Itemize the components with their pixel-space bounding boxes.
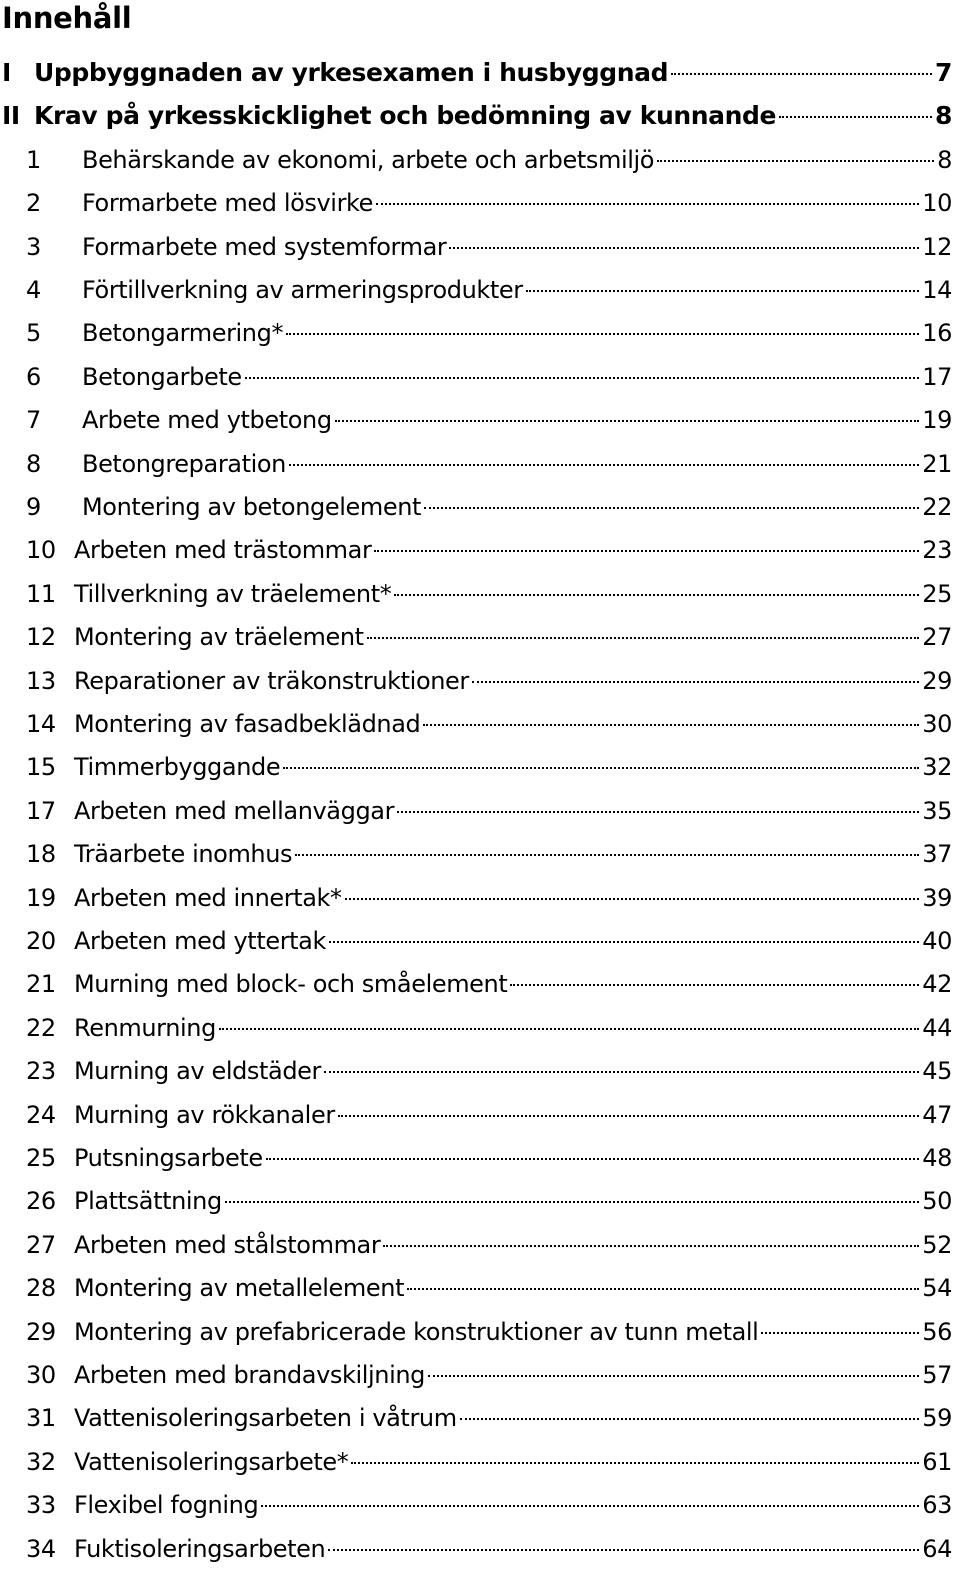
toc-entry[interactable] — [0, 1531, 952, 1567]
toc-entry-title: Uppbyggnaden av yrkesexamen i husbyggnad — [34, 58, 669, 87]
toc-entry-page: 22 — [922, 493, 952, 521]
toc-entry-page: 64 — [922, 1534, 952, 1563]
toc-entry-page: 44 — [922, 1013, 952, 1042]
toc-entry[interactable] — [0, 55, 952, 91]
toc-entry-number: I — [2, 58, 11, 87]
toc-entry[interactable] — [0, 359, 952, 395]
toc-entry-title: Montering av betongelement — [82, 493, 422, 521]
toc-entry-page: 30 — [922, 710, 952, 738]
toc-entry-number: 8 — [26, 449, 41, 478]
toc-entry-number: 6 — [26, 362, 41, 391]
toc-dot-leader — [283, 767, 919, 769]
toc-entry-number: 32 — [26, 1447, 56, 1476]
toc-entry-title: Formarbete med lösvirke — [82, 189, 374, 218]
toc-entry[interactable] — [0, 1097, 952, 1133]
toc-dot-leader — [351, 1462, 919, 1464]
toc-dot-leader — [338, 1115, 919, 1117]
toc-entry-title: Arbete med ytbetong — [82, 406, 332, 435]
toc-entry-number: 13 — [26, 666, 56, 695]
toc-entry-page: 14 — [922, 276, 952, 304]
toc-entry-page: 39 — [922, 883, 952, 912]
toc-entry-page: 19 — [922, 406, 952, 435]
toc-entry[interactable] — [0, 446, 952, 482]
toc-entry-title: Murning av rökkanaler — [74, 1100, 335, 1129]
toc-dot-leader — [219, 1028, 919, 1030]
toc-dot-leader — [289, 464, 919, 466]
toc-entry-page: 16 — [922, 319, 952, 348]
toc-entry-number: 34 — [26, 1534, 56, 1563]
toc-entry-page: 56 — [922, 1317, 952, 1346]
toc-entry[interactable] — [0, 576, 952, 612]
toc-entry[interactable] — [0, 923, 952, 959]
toc-entry-title: Vattenisoleringsarbete* — [74, 1447, 349, 1476]
toc-entry-number: 1 — [26, 145, 41, 174]
toc-dot-leader — [449, 247, 919, 249]
toc-entry-title: Murning med block- och småelement — [74, 970, 508, 999]
toc-entry-page: 7 — [935, 58, 952, 87]
toc-entry-number: 15 — [26, 753, 56, 782]
toc-dot-leader — [671, 73, 932, 75]
toc-dot-leader — [345, 898, 920, 900]
toc-entry[interactable] — [0, 749, 952, 785]
toc-entry-number: 28 — [26, 1274, 56, 1303]
toc-entry[interactable] — [0, 1314, 952, 1350]
toc-entry[interactable] — [0, 402, 952, 438]
toc-entry-page: 54 — [922, 1274, 952, 1303]
toc-entry-title: Arbeten med trästommar — [74, 536, 372, 565]
toc-entry-number: 31 — [26, 1404, 56, 1433]
toc-entry-page: 45 — [922, 1057, 952, 1086]
toc-entry-page: 50 — [922, 1187, 952, 1216]
toc-entry-number: 27 — [26, 1230, 56, 1259]
toc-entry-page: 48 — [922, 1144, 952, 1172]
toc-entry[interactable] — [0, 1227, 952, 1263]
toc-entry-number: 25 — [26, 1144, 56, 1172]
toc-entry-page: 63 — [922, 1491, 952, 1520]
toc-dot-leader — [428, 1375, 919, 1377]
toc-entry-title: Montering av prefabricerade konstruktioner av tunn metall — [74, 1317, 759, 1346]
toc-dot-leader — [460, 1418, 920, 1420]
toc-entry-page: 12 — [922, 232, 952, 261]
toc-entry[interactable] — [0, 315, 952, 351]
toc-dot-leader — [761, 1332, 919, 1334]
toc-dot-leader — [383, 1245, 919, 1247]
toc-entry[interactable] — [0, 1053, 952, 1089]
toc-entry[interactable] — [0, 1357, 952, 1393]
toc-dot-leader — [329, 941, 919, 943]
toc-dot-leader — [225, 1201, 919, 1203]
toc-entry-page: 42 — [922, 970, 952, 999]
toc-entry-page: 37 — [922, 840, 952, 869]
toc-dot-leader — [266, 1158, 919, 1160]
toc-entry-page: 52 — [922, 1230, 952, 1259]
toc-entry-title: Formarbete med systemformar — [82, 232, 447, 261]
toc-entry-number: 20 — [26, 927, 56, 955]
toc-entry[interactable] — [0, 1010, 952, 1046]
toc-entry-number: 24 — [26, 1100, 56, 1129]
toc-dot-leader — [335, 420, 920, 422]
toc-entry[interactable] — [0, 229, 952, 265]
toc-entry-number: 12 — [26, 623, 56, 652]
toc-entry[interactable] — [0, 185, 952, 221]
toc-entry-number: 19 — [26, 883, 56, 912]
toc-entry[interactable] — [0, 1140, 952, 1176]
toc-dot-leader — [526, 290, 919, 292]
toc-entry-title: Arbeten med stålstommar — [74, 1230, 381, 1259]
toc-entry-page: 17 — [922, 362, 952, 391]
toc-entry-title: Betongarbete — [82, 362, 242, 391]
toc-dot-leader — [367, 637, 920, 639]
toc-entry-title: Förtillverkning av armeringsprodukter — [82, 276, 523, 304]
toc-entry-number: 29 — [26, 1317, 56, 1346]
toc-dot-leader — [286, 333, 919, 335]
toc-entry[interactable] — [0, 880, 952, 916]
toc-entry[interactable] — [0, 1487, 952, 1523]
toc-entry-title: Tillverkning av träelement* — [74, 579, 392, 608]
toc-entry-number: 2 — [26, 189, 41, 218]
toc-entry-title: Behärskande av ekonomi, arbete och arbetsmiljö — [82, 145, 655, 174]
toc-entry-number: II — [2, 101, 20, 131]
toc-dot-leader — [376, 203, 919, 205]
toc-dot-leader — [423, 724, 919, 726]
toc-entry-title: Krav på yrkesskicklighet och bedömning av kunnande — [34, 101, 777, 131]
toc-entry-title: Montering av träelement — [74, 623, 364, 652]
toc-entry[interactable] — [0, 663, 952, 699]
toc-entry[interactable] — [0, 142, 952, 178]
toc-entry[interactable] — [0, 793, 952, 829]
toc-entry-page: 21 — [922, 449, 952, 478]
toc-entry-title: Montering av metallelement — [74, 1274, 405, 1303]
toc-entry-title: Reparationer av träkonstruktioner — [74, 666, 469, 695]
toc-entry-page: 23 — [922, 536, 952, 565]
toc-entry-title: Vattenisoleringsarbeten i våtrum — [74, 1404, 457, 1433]
toc-entry[interactable] — [0, 532, 952, 568]
toc-entry[interactable] — [0, 489, 952, 525]
toc-entry-page: 40 — [922, 927, 952, 955]
toc-entry-page: 27 — [922, 623, 952, 652]
toc-entry-number: 9 — [26, 493, 41, 521]
toc-entry-page: 61 — [922, 1447, 952, 1476]
toc-entry[interactable] — [0, 966, 952, 1002]
toc-entry-number: 21 — [26, 970, 56, 999]
toc-entry-number: 17 — [26, 796, 56, 825]
toc-entry-number: 33 — [26, 1491, 56, 1520]
toc-dot-leader — [324, 1071, 919, 1073]
toc-dot-leader — [374, 550, 919, 552]
toc-entry[interactable] — [0, 1400, 952, 1436]
toc-entry-title: Arbeten med brandavskiljning — [74, 1361, 426, 1389]
toc-entry-number: 22 — [26, 1013, 56, 1042]
toc-dot-leader — [472, 681, 919, 683]
toc-entry-number: 3 — [26, 232, 41, 261]
toc-entry[interactable] — [0, 1270, 952, 1306]
toc-dot-leader — [657, 160, 934, 162]
toc-entry-title: Putsningsarbete — [74, 1144, 263, 1172]
toc-dot-leader — [779, 116, 932, 118]
toc-dot-leader — [397, 811, 919, 813]
toc-entry-number: 23 — [26, 1057, 56, 1086]
toc-entry-title: Arbeten med innertak* — [74, 883, 342, 912]
toc-entry[interactable] — [0, 98, 952, 134]
toc-dot-leader — [328, 1549, 919, 1551]
toc-dot-leader — [245, 377, 920, 379]
toc-entry[interactable] — [0, 1183, 952, 1219]
toc-dot-leader — [261, 1505, 919, 1507]
toc-entry-page: 29 — [922, 666, 952, 695]
toc-entry-title: Flexibel fogning — [74, 1491, 259, 1520]
toc-entry-number: 18 — [26, 840, 56, 869]
toc-entry-number: 4 — [26, 276, 41, 304]
toc-dot-leader — [407, 1288, 919, 1290]
toc-entry-page: 47 — [922, 1100, 952, 1129]
toc-entry-number: 11 — [26, 579, 56, 608]
toc-entry-title: Montering av fasadbeklädnad — [74, 710, 421, 738]
toc-entry-page: 59 — [922, 1404, 952, 1433]
toc-entry[interactable] — [0, 1444, 952, 1480]
toc-entry-number: 5 — [26, 319, 41, 348]
toc-dot-leader — [295, 854, 919, 856]
toc-entry-page: 35 — [922, 796, 952, 825]
toc-entry-number: 30 — [26, 1361, 56, 1389]
toc-entry-page: 8 — [935, 101, 952, 131]
toc-entry[interactable] — [0, 836, 952, 872]
toc-entry-title: Arbeten med yttertak — [74, 927, 326, 955]
toc-entry[interactable] — [0, 706, 952, 742]
toc-entry-title: Fuktisoleringsarbeten — [74, 1534, 326, 1563]
toc-entry-page: 8 — [937, 145, 952, 174]
toc-entry-page: 57 — [922, 1361, 952, 1389]
toc-dot-leader — [510, 984, 919, 986]
toc-entry-title: Träarbete inomhus — [74, 840, 293, 869]
toc-entry-title: Betongarmering* — [82, 319, 284, 348]
toc-entry-title: Arbeten med mellanväggar — [74, 796, 395, 825]
toc-entry-page: 25 — [922, 579, 952, 608]
toc-dot-leader — [424, 507, 919, 509]
toc-dot-leader — [394, 594, 919, 596]
toc-entry-number: 10 — [26, 536, 56, 565]
toc-entry-number: 7 — [26, 406, 41, 435]
toc-entry-title: Renmurning — [74, 1013, 216, 1042]
toc-entry[interactable] — [0, 619, 952, 655]
toc-entry-number: 26 — [26, 1187, 56, 1216]
toc-entry-page: 10 — [922, 189, 952, 218]
toc-entry-title: Murning av eldstäder — [74, 1057, 322, 1086]
toc-entry-title: Timmerbyggande — [74, 753, 281, 782]
toc-entry-title: Betongreparation — [82, 449, 286, 478]
toc-entry[interactable] — [0, 272, 952, 308]
page-title: Innehåll — [2, 1, 132, 35]
toc-entry-page: 32 — [922, 753, 952, 782]
toc-entry-number: 14 — [26, 710, 56, 738]
toc-entry-title: Plattsättning — [74, 1187, 222, 1216]
